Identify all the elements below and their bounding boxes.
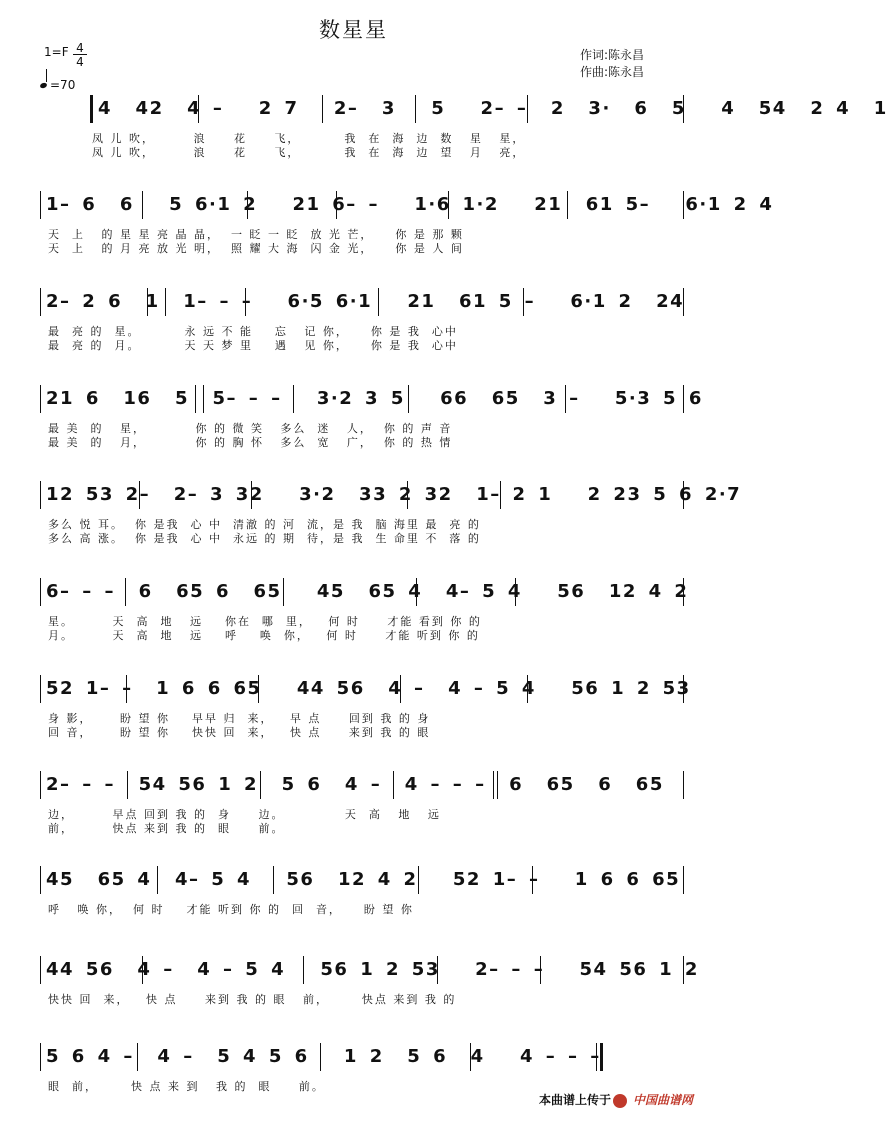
composer-credit: 作曲:陈永昌 [580, 65, 645, 79]
barline [40, 385, 41, 413]
time-denominator: 4 [73, 54, 87, 68]
tempo-value: =70 [50, 78, 76, 92]
barline [40, 771, 41, 799]
staff-line [40, 863, 690, 899]
music-system [0, 672, 707, 768]
barline [90, 95, 93, 123]
lyric-line-1: 最 亮 的 星。 永 远 不 能 忘 记 你， 你 是 我 心中 [48, 325, 458, 338]
note-numbers: 52 1– – 1 6 6 65 44 56 4 – 4 – 5 4 56 1 2 53 [46, 678, 691, 699]
barline [40, 191, 41, 219]
staff-line [40, 92, 888, 128]
music-system [0, 382, 707, 478]
staff-line [40, 672, 690, 708]
staff-line [40, 768, 690, 804]
tempo-marking [40, 76, 75, 92]
staff-line [40, 285, 690, 321]
lyric-line-1: 凤 儿 吹， 浪 花 飞， 我 在 海 边 数 星 星， [92, 132, 526, 145]
time-numerator: 4 [76, 41, 84, 55]
music-system [0, 575, 707, 671]
staff-line [40, 953, 699, 989]
lyric-line-2: 最 亮 的 月。 天 天 梦 里 遇 见 你， 你 是 我 心中 [48, 339, 458, 352]
lyric-line-1: 呼 唤 你， 何 时 才能 听到 你 的 回 音， 盼 望 你 [48, 903, 414, 916]
staff-line [40, 575, 690, 611]
music-system [0, 92, 888, 188]
lyric-line-2: 凤 儿 吹， 浪 花 飞， 我 在 海 边 望 月 亮， [92, 146, 526, 159]
lyric-line-1: 天 上 的 星 星 亮 晶 晶， 一 眨 一 眨 放 光 芒， 你 是 那 颗 [48, 228, 464, 241]
lyric-line-2: 前， 快点 来到 我 的 眼 前。 [48, 822, 285, 835]
note-numbers: 45 65 4 4– 5 4 56 12 4 2 52 1– – 1 6 6 65 [46, 869, 681, 890]
lyric-line-1: 眼 前， 快 点 来 到 我 的 眼 前。 [48, 1080, 325, 1093]
lyric-line-2: 回 音， 盼 望 你 快快 回 来， 快 点 来到 我 的 眼 [48, 726, 431, 739]
music-system [0, 1040, 707, 1136]
music-system [0, 863, 707, 959]
barline [40, 956, 41, 984]
score-title: 数星星 [319, 18, 388, 42]
barline [40, 1043, 41, 1071]
music-system [0, 188, 774, 284]
lyric-line-1: 快快 回 来， 快 点 来到 我 的 眼 前， 快点 来到 我 的 [48, 993, 457, 1006]
note-numbers: 21 6 16 5 5– – – 3·2 3 5 66 65 3 – 5·3 5 6 [46, 388, 703, 409]
note-stem [46, 69, 47, 82]
note-numbers: 6– – – 6 65 6 65 45 65 4 4– 5 4 56 12 4 2 [46, 581, 689, 602]
staff-line [40, 478, 742, 514]
barline [40, 288, 41, 316]
staff-line [40, 1040, 690, 1076]
footer-text: 本曲谱上传于 [538, 1093, 611, 1107]
barline [40, 481, 41, 509]
lyric-line-1: 边， 早点 回到 我 的 身 边。 天 高 地 远 [48, 808, 441, 821]
music-system [0, 768, 707, 864]
lyric-line-1: 身 影， 盼 望 你 早早 归 来， 早 点 回到 我 的 身 [48, 712, 431, 725]
note-numbers: 5 6 4 – 4 – 5 4 5 6 1 2 5 6 4 4 – – – [46, 1046, 601, 1067]
footer-site: 中国曲谱网 [632, 1093, 693, 1107]
music-system [0, 953, 707, 1049]
music-system [0, 285, 707, 381]
note-numbers: 2– 2 6 1 1– – – 6·5 6·1 21 61 5 – 6·1 2 24 [46, 291, 685, 312]
lyric-line-2: 最 美 的 月， 你 的 胸 怀 多么 宽 广， 你 的 热 情 [48, 436, 453, 449]
note-numbers: 2– – – 54 56 1 2 5 6 4 – 4 – – – 6 65 6 65 [46, 774, 664, 795]
note-numbers: 44 56 4 – 4 – 5 4 56 1 2 53 2– – – 54 56 1 2 [46, 959, 699, 980]
staff-line [40, 382, 703, 418]
time-signature [73, 42, 87, 68]
lyric-line-2: 月。 天 高 地 远 呼 唤 你， 何 时 才能 听到 你 的 [48, 629, 480, 642]
lyric-line-1: 星。 天 高 地 远 你在 哪 里， 何 时 才能 看到 你 的 [48, 615, 482, 628]
note-numbers: 1– 6 6 5 6·1 2 21 6– – 1·6 1·2 21 61 5– 6·1 2 4 [46, 194, 774, 215]
lyricist-credit: 作词:陈永昌 [580, 48, 645, 62]
note-numbers: 12 53 2– 2– 3 32 3·2 33 2 32 1– 2 1 2 23 5 6 2·7 [46, 484, 742, 505]
lyric-line-1: 多么 悦 耳。 你 是我 心 中 清澈 的 河 流，是 我 脑 海里 最 亮 的 [48, 518, 481, 531]
note-numbers: 4 42 4 – 2 7 2– 3 5 2– – 2 3· 6 5 4 54 2 4 1 [98, 98, 888, 119]
lyric-line-2: 天 上 的 月 亮 放 光 明， 照 耀 大 海 闪 金 光， 你 是 人 间 [48, 242, 464, 255]
lyric-line-1: 最 美 的 星， 你 的 微 笑 多么 迷 人， 你 的 声 音 [48, 422, 453, 435]
staff-line [40, 188, 774, 224]
site-logo-icon [613, 1094, 627, 1108]
music-system [0, 478, 742, 574]
key-signature: 1=F [44, 45, 69, 59]
quarter-note-icon [39, 82, 47, 89]
barline [40, 578, 41, 606]
barline [40, 866, 41, 894]
lyric-line-2: 多么 高 涨。 你 是我 心 中 永远 的 期 待，是 我 生 命里 不 落 的 [48, 532, 481, 545]
footer [539, 1091, 693, 1108]
barline [40, 675, 41, 703]
